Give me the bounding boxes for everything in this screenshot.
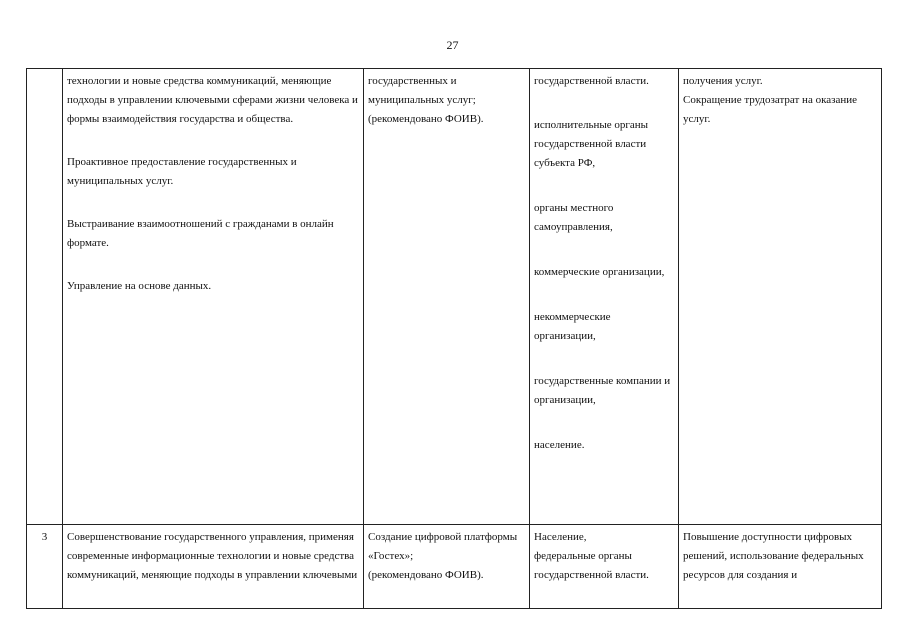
measures-cell [364, 69, 530, 525]
document-table [26, 68, 882, 609]
goals-cell [63, 69, 364, 525]
cell-paragraph: получения услуг. [683, 75, 763, 87]
table-row [27, 525, 882, 609]
cell-paragraph: исполнительные органы государственной власти субъекта РФ, [534, 119, 649, 169]
cell-paragraph: население. [534, 439, 585, 451]
cell-paragraph: государственные компании и организации, [534, 375, 671, 406]
cell-paragraph: Сокращение трудозатрат на оказание услуг. [683, 94, 858, 125]
cell-paragraph: органы местного самоуправления, [534, 202, 614, 233]
cell-paragraph: Население, [534, 531, 587, 543]
page-number: 27 [446, 38, 459, 52]
cell-paragraph: Управление на основе данных. [67, 280, 212, 292]
cell-paragraph: государственной власти. [534, 75, 649, 87]
cell-paragraph: государственных и муниципальных услуг; [368, 75, 476, 106]
cell-paragraph: Повышение доступности цифровых решений, использование федеральных ресурсов для создания и [683, 531, 864, 581]
participants-cell [530, 69, 679, 525]
cell-paragraph: коммерческие организации, [534, 266, 665, 278]
goals-cell [63, 525, 364, 609]
cell-paragraph: Создание цифровой платформы «Гостех»; [368, 531, 518, 562]
cell-paragraph: Выстраивание взаимоотношений с гражданами в онлайн формате. [67, 218, 334, 249]
participants-cell [530, 525, 679, 609]
row-number-cell [27, 69, 63, 525]
cell-paragraph: федеральные органы государственной власти. [534, 550, 649, 581]
cell-paragraph: (рекомендовано ФОИВ). [368, 113, 484, 125]
cell-paragraph: Совершенствование государственного управления, применяя современные информационные технологии и новые средства коммуникаций, меняющие подходы в управлении ключевыми [67, 531, 358, 581]
row-number-cell: 3 [27, 525, 63, 609]
results-cell [679, 69, 882, 525]
cell-paragraph: некоммерческие организации, [534, 311, 611, 342]
cell-paragraph: технологии и новые средства коммуникаций, меняющие подходы в управлении ключевыми сферами жизни человека и формы взаимодействия государства и общества. [67, 75, 358, 125]
measures-cell [364, 525, 530, 609]
results-cell [679, 525, 882, 609]
table-row [27, 69, 882, 525]
cell-paragraph: (рекомендовано ФОИВ). [368, 569, 484, 581]
cell-paragraph: Проактивное предоставление государственных и муниципальных услуг. [67, 156, 297, 187]
